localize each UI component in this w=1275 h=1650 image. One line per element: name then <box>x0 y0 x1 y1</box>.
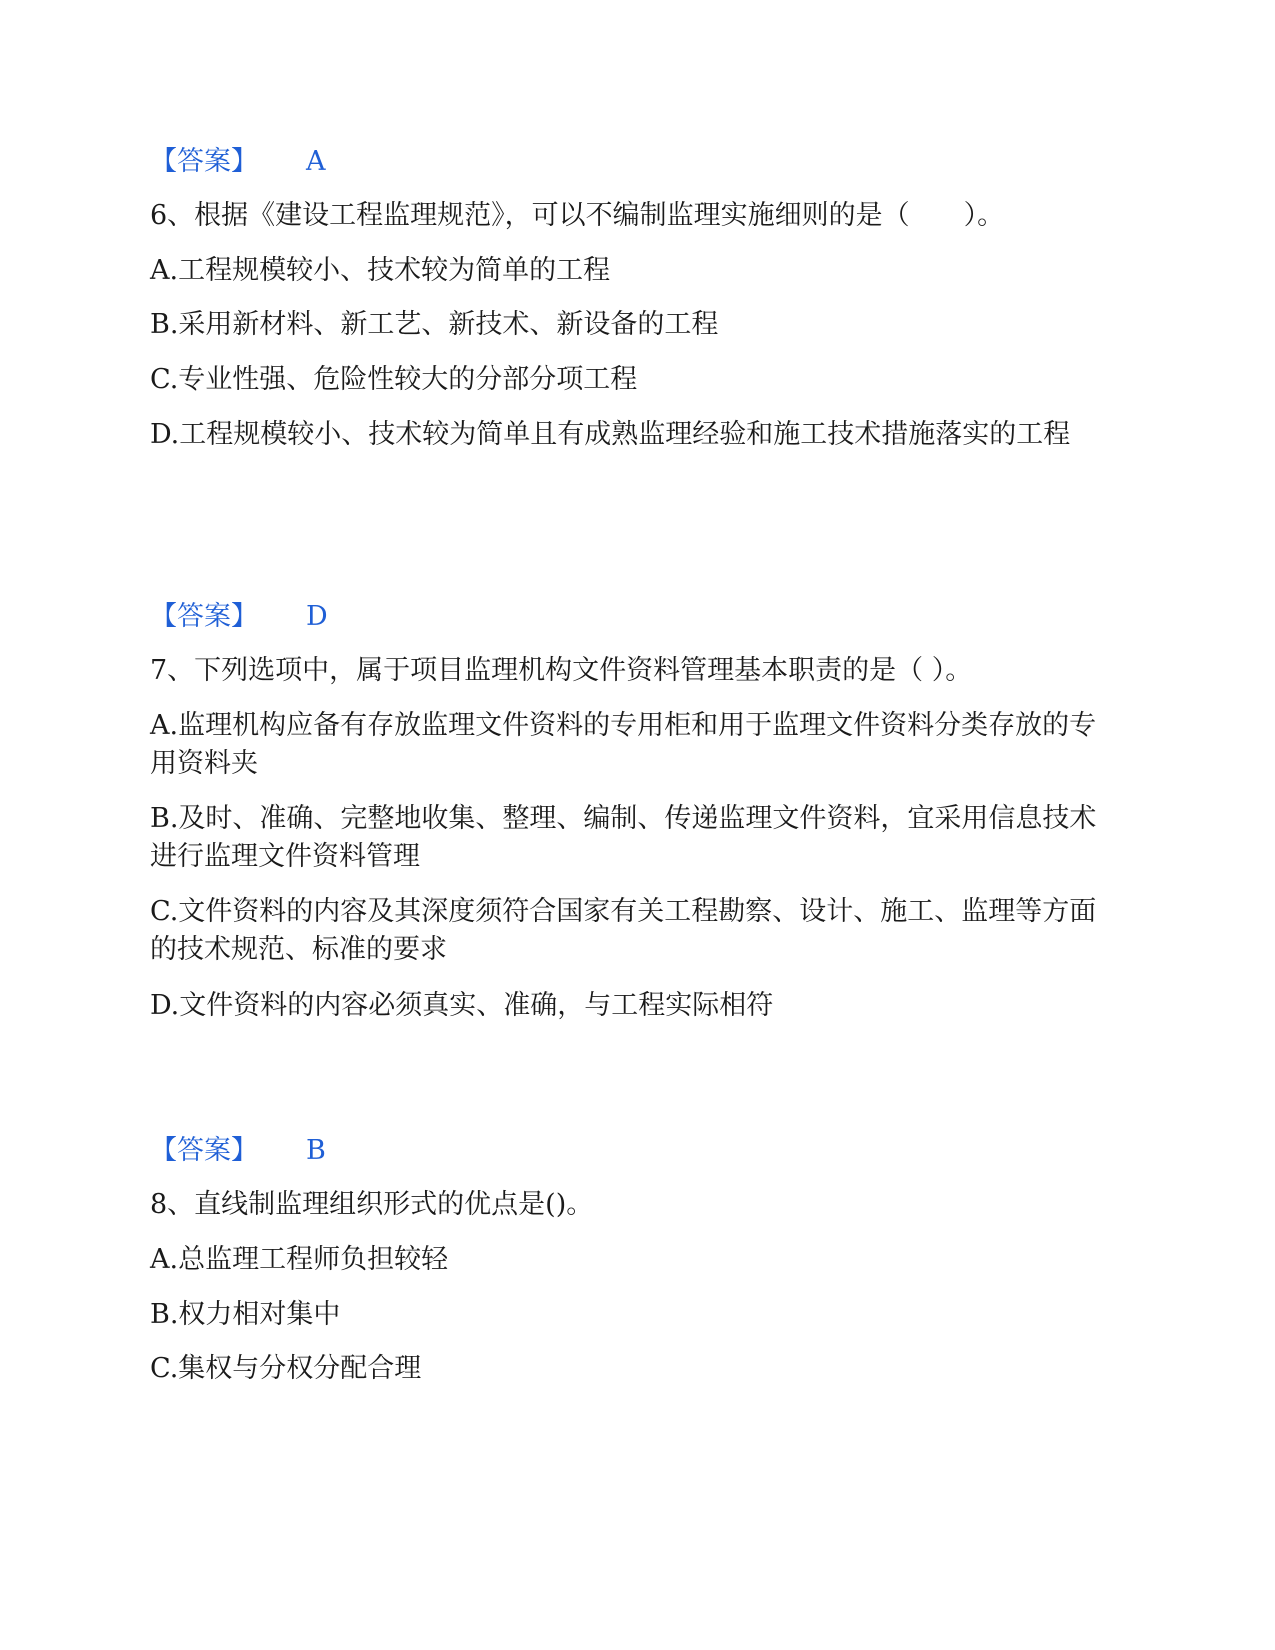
question-8-option-c: C.集权与分权分配合理 <box>150 1353 422 1384</box>
question-6-text: 6、根据《建设工程监理规范》，可以不编制监理实施细则的是（ ）。 <box>150 200 1005 231</box>
question-8-text: 8、直线制监理组织形式的优点是()。 <box>150 1189 594 1220</box>
question-7-option-b: B.及时、准确、完整地收集、整理、编制、传递监理文件资料，宜采用信息技术进行监理文件资料管理 <box>150 803 1097 872</box>
answer-label: 【答案】 <box>150 146 258 177</box>
question-6-option-d: D.工程规模较小、技术较为简单且有成熟监理经验和施工技术措施落实的工程 <box>150 419 1071 450</box>
answer-line <box>150 598 328 636</box>
question-6-option-c: C.专业性强、危险性较大的分部分项工程 <box>150 364 638 395</box>
question-6-option-b: B.采用新材料、新工艺、新技术、新设备的工程 <box>150 309 719 340</box>
answer-line <box>150 1132 326 1170</box>
question-7-option-c: C.文件资料的内容及其深度须符合国家有关工程勘察、设计、施工、监理等方面的技术规范、标准的要求 <box>150 896 1097 965</box>
question-6-option-a: A.工程规模较小、技术较为简单的工程 <box>150 255 611 286</box>
answer-value: A <box>306 146 326 177</box>
answer-label: 【答案】 <box>150 1135 258 1166</box>
question-7-text: 7、下列选项中，属于项目监理机构文件资料管理基本职责的是（ ）。 <box>150 655 973 686</box>
question-7-option-a: A.监理机构应备有存放监理文件资料的专用柜和用于监理文件资料分类存放的专用资料夹 <box>150 710 1097 779</box>
answer-label: 【答案】 <box>150 601 258 632</box>
answer-line <box>150 143 326 181</box>
answer-value: B <box>306 1135 326 1166</box>
question-8-option-a: A.总监理工程师负担较轻 <box>150 1244 449 1275</box>
answer-value: D <box>306 601 328 632</box>
question-7-option-d: D.文件资料的内容必须真实、准确，与工程实际相符 <box>150 990 774 1021</box>
question-8-option-b: B.权力相对集中 <box>150 1299 341 1330</box>
